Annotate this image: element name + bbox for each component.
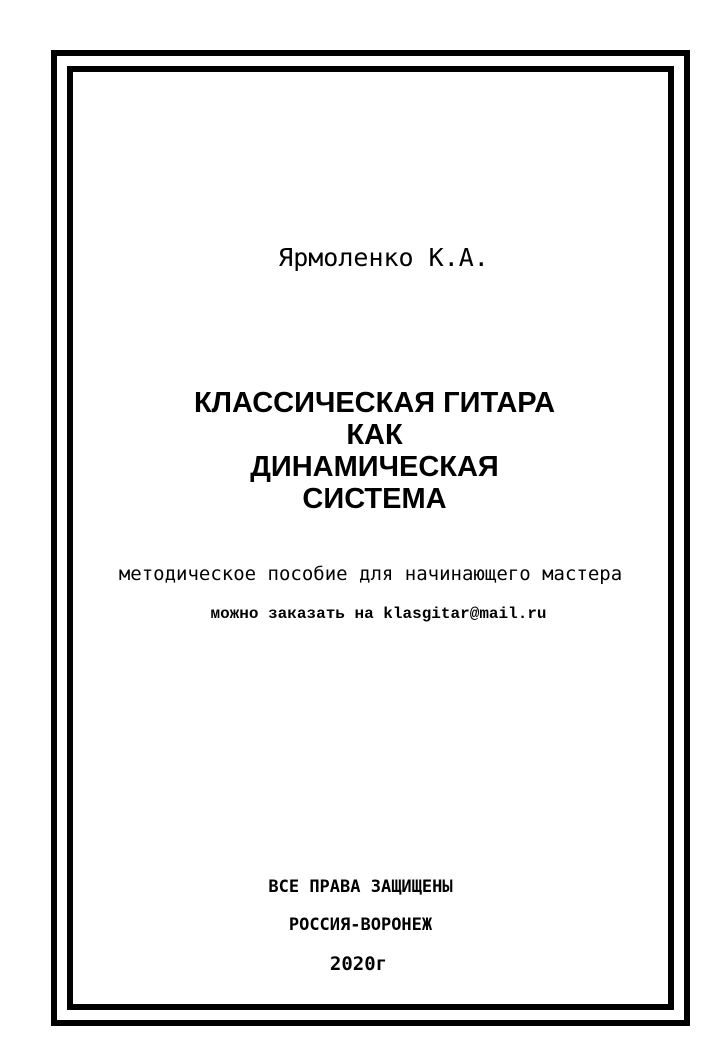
book-title (0, 388, 713, 516)
publication-year: 2020г (329, 953, 388, 975)
inner-frame-border (67, 66, 674, 1010)
subtitle: методическое пособие для начинающего мастера (118, 563, 623, 585)
title-line-3: ДИНАМИЧЕСКАЯ (250, 450, 499, 483)
title-line-1: КЛАССИЧЕСКАЯ ГИТАРА (193, 387, 556, 419)
title-line-4: СИСТЕМА (302, 482, 447, 515)
title-line-2: КАК (346, 418, 403, 451)
publication-place: РОССИЯ-ВОРОНЕЖ (288, 915, 433, 935)
copyright-notice: ВСЕ ПРАВА ЗАЩИЩЕНЫ (268, 877, 453, 897)
order-info: можно заказать на klasgitar@mail.ru (210, 605, 547, 623)
author-name: Ярмоленко К.А. (278, 243, 489, 272)
